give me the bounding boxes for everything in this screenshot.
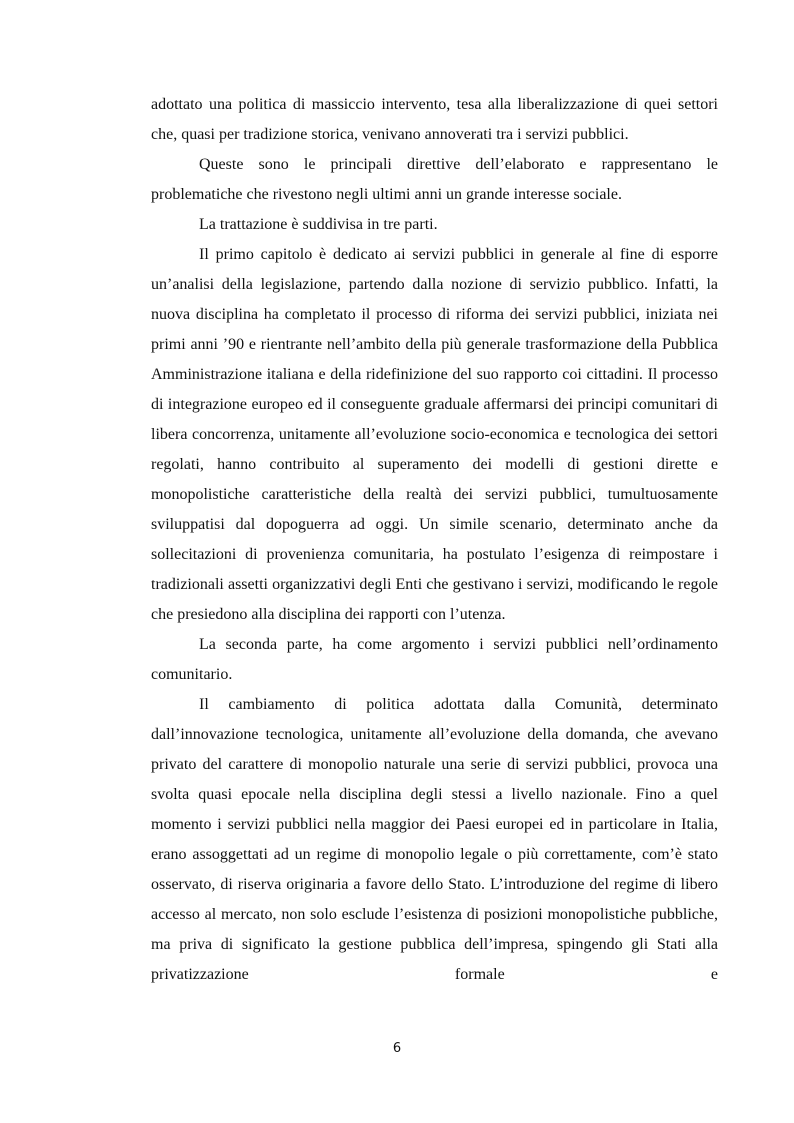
paragraph-first-chapter: Il primo capitolo è dedicato ai servizi pubblici in generale al fine di esporre un’analisi della legislazione, partendo dalla nozione di servizio pubblico. Infatti, la nuova disciplina ha completato il processo di riforma dei servizi pubblici, iniziata nei primi anni ’90 e rientrante nell’ambito della più generale trasformazione della Pubblica Amministrazione italiana e della ridefinizione del suo rapporto coi cittadini. Il processo di integrazione europeo ed il conseguente graduale affermarsi dei principi comunitari di libera concorrenza, unitamente all’evoluzione socio-economica e tecnologica dei settori regolati, hanno contribuito al superamento dei modelli di gestioni dirette e monopolistiche caratteristiche della realtà dei servizi pubblici, tumultuosamente sviluppatisi dal dopoguerra ad oggi. Un simile scenario, determinato anche da sollecitazioni di provenienza comunitaria, ha postulato l’esigenza di reimpostare i tradizionali assetti organizzativi degli Enti che gestivano i servizi, modificando le regole che presiedono alla disciplina dei rapporti con l’utenza. [151, 246, 718, 623]
paragraph-continuation: adottato una politica di massiccio intervento, tesa alla liberalizzazione di quei settori che, quasi per tradizione storica, venivano annoverati tra i servizi pubblici. [151, 96, 718, 143]
paragraph-structure: La trattazione è suddivisa in tre parti. [199, 216, 438, 233]
paragraph-directives: Queste sono le principali direttive dell’elaborato e rappresentano le problematiche che rivestono negli ultimi anni un grande interesse sociale. [151, 156, 718, 203]
paragraph-second-part: La seconda parte, ha come argomento i servizi pubblici nell’ordinamento comunitario. [151, 636, 718, 683]
page-number: 6 [392, 1041, 402, 1056]
body-text [151, 90, 718, 990]
paragraph-community-policy: Il cambiamento di politica adottata dalla Comunità, determinato dall’innovazione tecnologica, unitamente all’evoluzione della domanda, che avevano privato del carattere di monopolio naturale una serie di servizi pubblici, provoca una svolta quasi epocale nella disciplina degli stessi a livello nazionale. Fino a quel momento i servizi pubblici nella maggior dei Paesi europei ed in particolare in Italia, erano assoggettati ad un regime di monopolio legale o più correttamente, com’è stato osservato, di riserva originaria a favore dello Stato. L’introduzione del regime di libero accesso al mercato, non solo esclude l’esistenza di posizioni monopolistiche pubbliche, ma priva di significato la gestione pubblica dell’impresa, spingendo gli Stati alla privatizzazione formale e [151, 696, 718, 983]
